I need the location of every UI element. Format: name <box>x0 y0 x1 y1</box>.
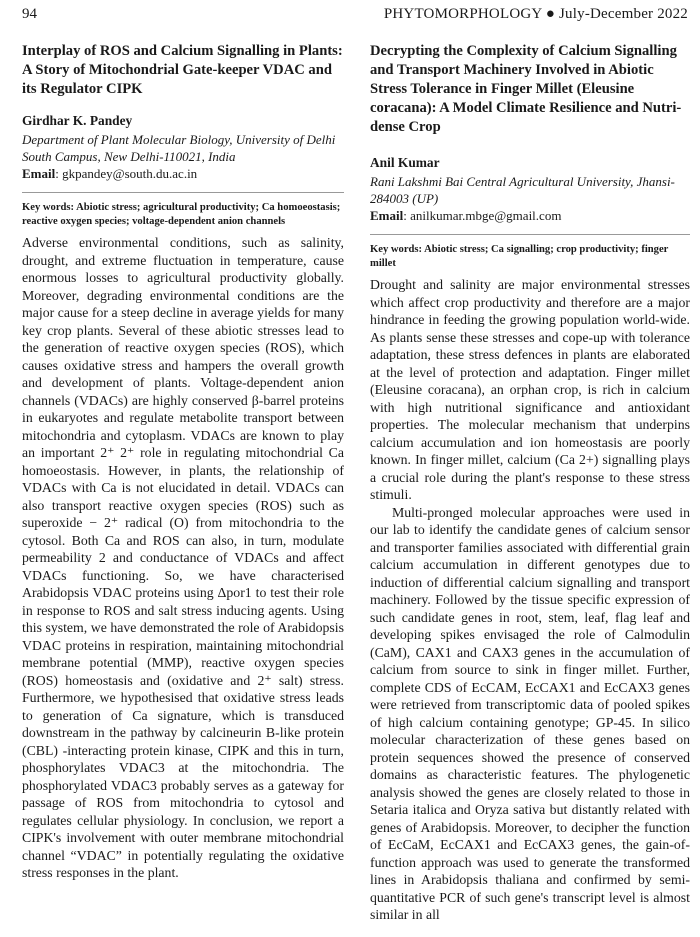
right-divider <box>370 234 690 235</box>
right-author-name: Anil Kumar <box>370 155 440 170</box>
left-abstract-body: Adverse environmental conditions, such as salinity, drought, and extreme fluctuation in temperature, cause enormous losses to agricultural productivity globally. Moreover, degrading environmental conditions are the major cause for a steep decline in average yields for many key crop plants. Several of these abiotic stresses lead to the generation of reactive oxygen species (ROS), which causes oxidative stress and hampers the overall growth and development of plants. Voltage-dependent anion channels (VDACs) are highly conserved β-barrel proteins in eukaryotes and regulate metabolite transport between mitochondria and cytoplasm. VDACs are known to play an important 2⁺ 2⁺ role in regulating mitochondrial Ca homoeostasis. However, in plants, the relationship of VDACs with Ca is not elucidated in detail. VDACs can also transport reactive oxygen species (ROS) such as superoxide − 2⁺ radical (O) from mitochondria to the cytosol. Both Ca and ROS can also, in turn, modulate permeability 2 and conductance of VDACs and affect VDACs functioning. So, we have characterised Arabidopsis VDAC proteins using Δpor1 to test their role in response to ROS and salt stress inducing agents. Using this system, we have demonstrated the role of Arabidopsis VDAC proteins in respiration, maintaining mitochondrial membrane potential (MMP), reactive oxygen species (ROS) homeostasis and (oxidative and 2⁺ salt) stress. Furthermore, we hypothesised that oxidative stress leads to generation of Ca signature, which is transduced downstream in the pathway by calcineurin B-like protein (CBL) -interacting protein kinase, CIPK and this in turn, phosphorylates VDAC3 at the mitochondria. The phosphorylated VDAC3 probably serves as a gateway for passage of ROS from mitochondria to cytosol and regulates cellular physiology. In conclusion, we report a CIPK's involvement with outer membrane mitochondrial channel “VDAC” in potentially regulating the oxidative stress responses in the plant. <box>22 235 344 880</box>
left-divider <box>22 192 344 193</box>
right-paragraph-2: Multi-pronged molecular approaches were used in our lab to identify the candidate genes of calcium sensor and transporter families associated with differential grain calcium accumulation in different genotypes due to induction of differential calcium signalling and transport machinery. Followed by the tissue specific expression of such candidate genes in root, stem, leaf, flag leaf and developing spikes envisaged the role of Calmodulin (CaM), CAX1 and CAX3 genes in the accumulation of calcium from source to sink in finger millet. Further, complete CDS of EcCAM, EcCAX1 and EcCAX3 genes were retrieved from transcriptomic data of pooled spikes of high calcium containing genotype; GP-45. In silico molecular characterization of these genes based on protein sequences showed the presence of conserved domains as characteristic features. The phylogenetic analysis showed the genes are closely related to those in Setaria italica and Oryza sativa but distantly related with genes of Arabidopsis. Moreover, to decipher the function of EcCaM, EcCAX1 and EcCAX3 genes, the gain-of-function approach was used to generate the transformed lines in Arabidopsis thaliana and confirmed by semi-quantitative PCR of such gene's transcript level is almost similar in all <box>370 504 690 922</box>
page-header <box>22 6 688 26</box>
journal-running-head: PHYTOMORPHOLOGY ● July-December 2022 <box>383 6 688 22</box>
right-abstract-column <box>370 42 690 924</box>
left-email-line <box>22 165 344 183</box>
right-article-title: Decrypting the Complexity of Calcium Signalling and Transport Machinery Involved in Abiotic Stress Tolerance in Finger Millet (Eleusine coracana): A Model Climate Resilience and Nutri-dense Crop <box>370 43 682 135</box>
right-email-label: Email <box>370 208 404 223</box>
right-email-line <box>370 207 690 225</box>
left-abstract-column <box>22 42 344 882</box>
page-number: 94 <box>22 6 37 22</box>
right-email-address[interactable]: : anilkumar.mbge@gmail.com <box>403 208 562 223</box>
left-email-label: Email <box>22 166 56 181</box>
right-keywords: Key words: Abiotic stress; Ca signalling; crop productivity; finger millet <box>370 244 669 269</box>
left-affiliation: Department of Plant Molecular Biology, University of Delhi South Campus, New Delhi-110021, India <box>22 132 336 164</box>
left-email-address[interactable]: : gkpandey@south.du.ac.in <box>55 166 198 181</box>
right-affiliation: Rani Lakshmi Bai Central Agricultural University, Jhansi-284003 (UP) <box>370 174 675 206</box>
left-article-title: Interplay of ROS and Calcium Signalling in Plants: A Story of Mitochondrial Gate-keeper VDAC and its Regulator CIPK <box>22 43 343 97</box>
left-author-name: Girdhar K. Pandey <box>22 113 133 128</box>
right-paragraph-1: Drought and salinity are major environmental stresses which affect crop productivity and therefore are a major hindrance in feeding the growing population world-wide. As plants sense these stresses and cope-up with tolerance adaptation, these stress defences in plants are elaborated at the level of protection and adaptation. Finger millet (Eleusine coracana), an orphan crop, is rich in calcium with high nutritional significance and antioxidant properties. The molecular mechanism that underpins calcium accumulation and ion homeostasis are poorly known. In finger millet, calcium (Ca 2+) signalling plays a crucial role during the plant's response to these stress stimuli. <box>370 277 690 502</box>
left-keywords: Key words: Abiotic stress; agricultural productivity; Ca homoeostasis; reactive oxygen species; voltage-dependent anion channels <box>22 202 341 227</box>
